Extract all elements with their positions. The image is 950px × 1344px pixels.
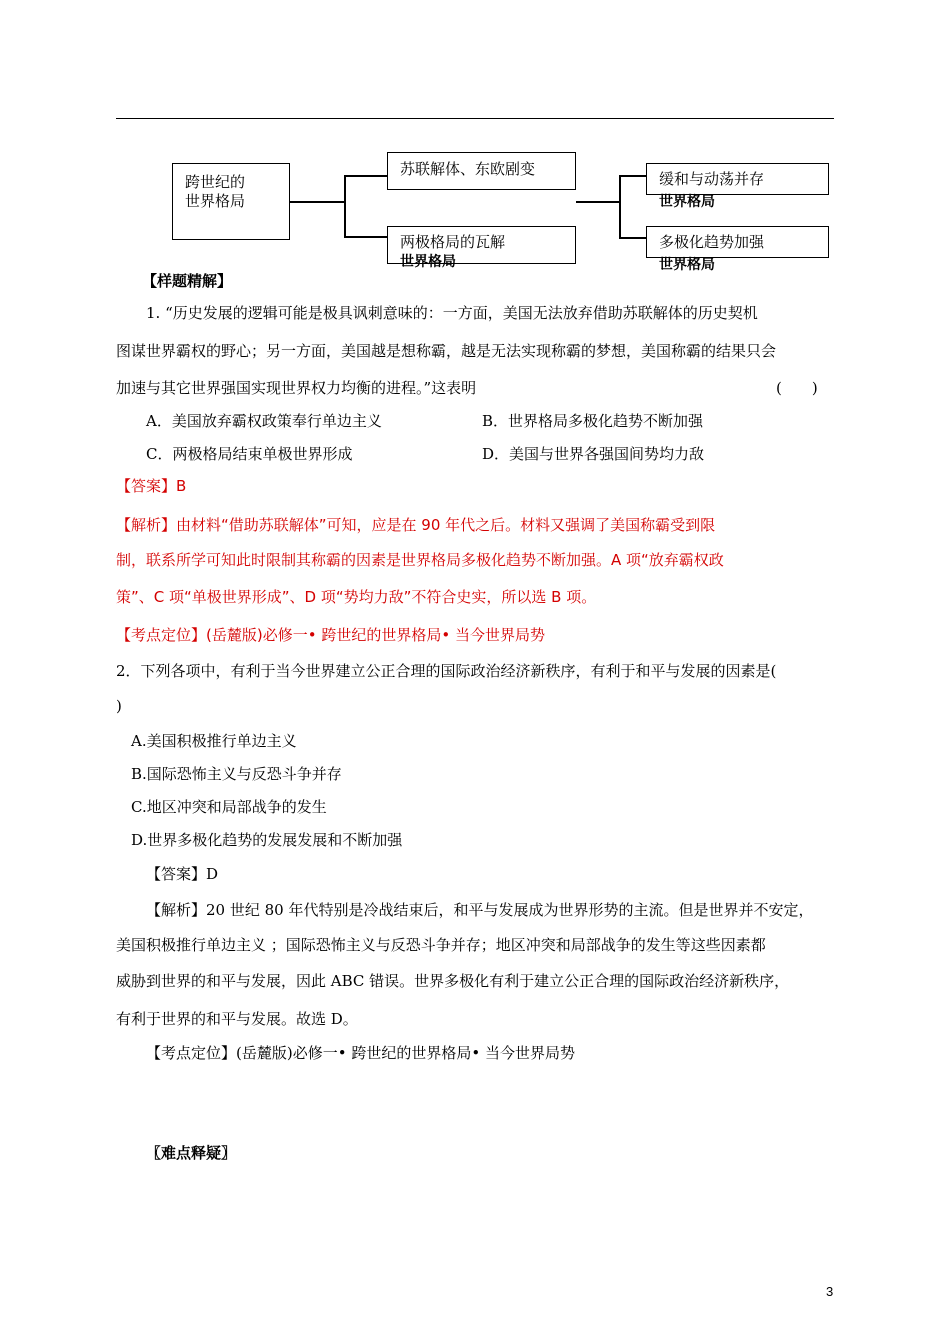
connector: [619, 175, 647, 177]
connector: [344, 175, 388, 177]
connector: [619, 237, 647, 239]
diagram-right-top-box: [646, 163, 829, 210]
diagram-root-line2: 世界格局: [185, 192, 246, 210]
q2-option-d: D.世界多极化趋势的发展发展和不断加强: [131, 831, 403, 849]
diagram-mid-bottom-label: 两极格局的瓦解: [400, 233, 506, 251]
q1-analysis-line2: 制，联系所学可知此时限制其称霸的因素是世界格局多极化趋势不断加强。A 项“放弃霸权政: [116, 551, 724, 569]
q2-analysis-line2: 美国积极推行单边主义 ；国际恐怖主义与反恐斗争并存；地区冲突和局部战争的发生等这些因素都: [116, 936, 766, 954]
section-heading-example: 【样题精解】: [142, 272, 233, 290]
page-number: 3: [826, 1284, 834, 1299]
q1-stem-line2: 图谋世界霸权的野心；另一方面，美国越是想称霸，越是无法实现称霸的梦想，美国称霸的结果只会: [116, 342, 777, 360]
connector: [576, 201, 620, 203]
q1-option-b: B．世界格局多极化趋势不断加强: [482, 412, 704, 430]
q1-answer-paren: ( ): [776, 379, 818, 397]
diagram-right-bottom-sub: 世界格局: [659, 257, 715, 273]
q1-analysis-line3: 策”、C 项“单极世界形成”、D 项“势均力敌”不符合史实，所以选 B 项。: [116, 588, 597, 606]
connector: [290, 201, 344, 203]
diagram-mid-top-label: 苏联解体、东欧剧变: [400, 160, 536, 178]
q2-option-a: A.美国积极推行单边主义: [131, 732, 297, 750]
diagram-mid-bottom-box: [387, 226, 576, 270]
q1-stem-line1: 1. “历史发展的逻辑可能是极具讽刺意味的：一方面，美国无法放弃借助苏联解体的历史契机: [146, 304, 758, 322]
diagram-right-top-sub: 世界格局: [659, 194, 715, 210]
q2-knowledge-point: 【考点定位】(岳麓版)必修一• 跨世纪的世界格局• 当今世界局势: [146, 1044, 575, 1062]
q2-analysis-line4: 有利于世界的和平与发展。故选 D。: [116, 1010, 358, 1028]
q2-answer: 【答案】D: [146, 865, 219, 883]
connector: [344, 236, 388, 238]
q1-analysis-line1: 【解析】由材料“借助苏联解体”可知，应是在 90 年代之后。材料又强调了美国称霸受到限: [116, 516, 716, 534]
q2-option-c: C.地区冲突和局部战争的发生: [131, 798, 327, 816]
q2-stem-line2: ): [116, 697, 122, 715]
q2-analysis-line3: 威胁到世界的和平与发展，因此 ABC 错误。世界多极化有利于建立公正合理的国际政治经济新秩序，: [116, 972, 790, 990]
connector: [619, 175, 621, 238]
diagram-mid-top-box: [387, 152, 576, 190]
diagram-right-top-label: 缓和与动荡并存: [659, 170, 765, 188]
section-heading-difficult: 〖难点释疑〗: [146, 1144, 237, 1162]
q2-option-b: B.国际恐怖主义与反恐斗争并存: [131, 765, 342, 783]
diagram-right-bottom-box: [646, 226, 829, 273]
diagram-root-line1: 跨世纪的: [185, 173, 246, 191]
q1-option-a: A．美国放弃霸权政策奉行单边主义: [146, 412, 382, 430]
q2-analysis-line1: 【解析】20 世纪 80 年代特别是冷战结束后，和平与发展成为世界形势的主流。但是世界并不安定，: [146, 901, 814, 919]
q1-knowledge-point: 【考点定位】(岳麓版)必修一• 跨世纪的世界格局• 当今世界局势: [116, 626, 545, 644]
diagram-root-box: [172, 163, 290, 240]
diagram-right-bottom-label: 多极化趋势加强: [659, 233, 765, 251]
q1-option-c: C．两极格局结束单极世界形成: [146, 445, 353, 463]
q2-stem-line1: 2．下列各项中，有利于当今世界建立公正合理的国际政治经济新秩序，有利于和平与发展的因素是(: [116, 662, 777, 680]
connector: [344, 175, 346, 237]
diagram-mid-bottom-sub: 世界格局: [400, 254, 456, 270]
q1-stem-line3: 加速与其它世界强国实现世界权力均衡的进程。”这表明: [116, 379, 477, 397]
header-rule: [116, 118, 834, 119]
q1-option-d: D．美国与世界各强国间势均力敌: [482, 445, 705, 463]
q1-answer: 【答案】B: [116, 477, 187, 495]
